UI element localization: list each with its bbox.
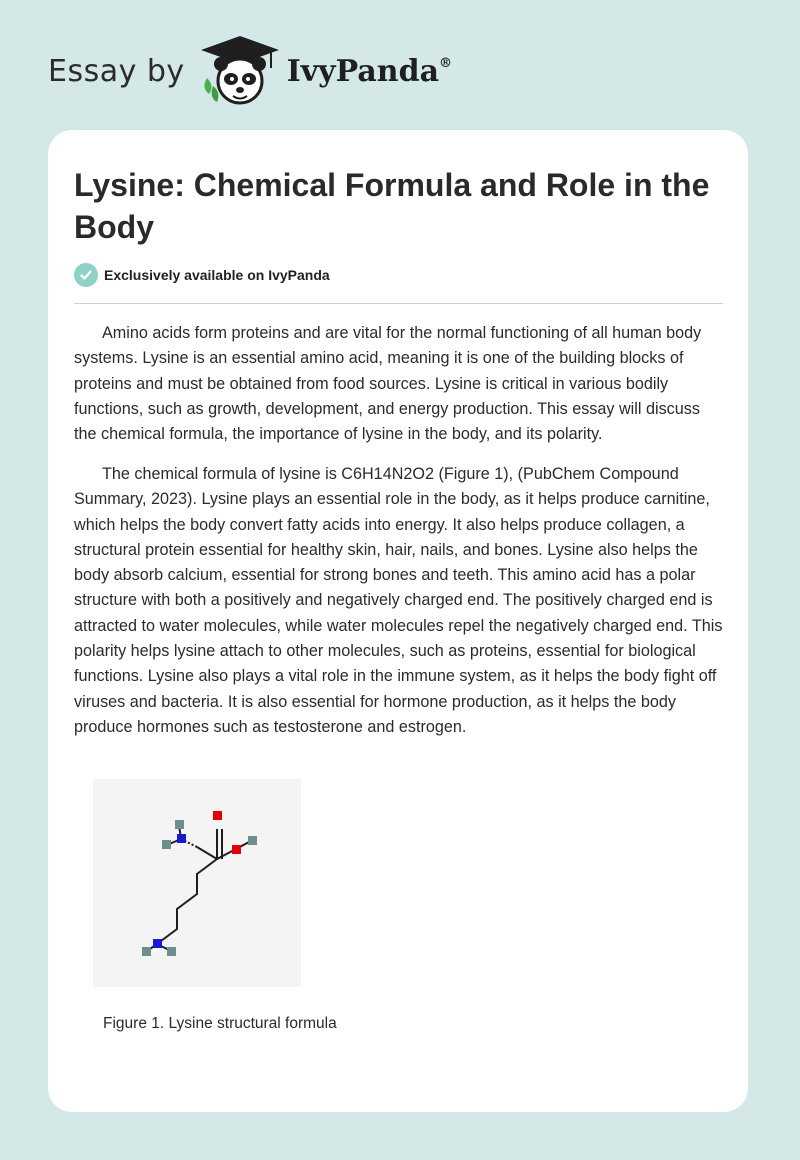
exclusive-badge-label: Exclusively available on IvyPanda <box>104 267 330 283</box>
carbon-backbone <box>157 847 217 944</box>
nitrogen-atom-1 <box>177 834 186 843</box>
registered-mark: ® <box>439 55 453 71</box>
paragraph-2: The chemical formula of lysine is C6H14N2O2 (Figure 1), (PubChem Compound Summary, 2023). Lysine plays an essential role in the body, as it helps produce carnitine, which helps the body convert fatty acids into energy. It also helps produce collagen, a structural protein essential for healthy skin, hair, nails, and bones. Lysine also helps the body absorb calcium, essential for strong bones and teeth. This amino acid has a polar structure with both a positively and negatively charged end. The positively charged end is attracted to water molecules, while water molecules repel the negatively charged end. This polarity helps lysine attach to other molecules, such as proteins, essential for biological functions. Lysine also plays a vital role in the immune system, as it helps the body fight off viruses and bacteria. It is also essential for hormone production, as it helps the body produce hormones such as testosterone and estrogen. <box>74 465 723 736</box>
oxygen-atom-1 <box>213 811 222 820</box>
check-icon <box>74 263 98 287</box>
exclusive-badge <box>74 263 330 287</box>
brand-text: IvyPanda <box>286 53 440 89</box>
panda-logo-icon[interactable] <box>199 34 281 108</box>
page-title: Lysine: Chemical Formula and Role in the Body <box>74 167 710 245</box>
lysine-molecule-diagram <box>93 779 301 987</box>
divider <box>74 303 723 304</box>
figure-caption: Figure 1. Lysine structural formula <box>103 1015 337 1032</box>
hydrogen-atom-4 <box>142 947 151 956</box>
hydrogen-atom-1 <box>248 836 257 845</box>
hydrogen-atom-2 <box>175 820 184 829</box>
oxygen-atom-2 <box>232 845 241 854</box>
brand-name[interactable] <box>287 54 452 89</box>
essay-card <box>48 130 748 1112</box>
lysine-structure-figure <box>93 779 301 987</box>
hydrogen-atom-3 <box>162 840 171 849</box>
hydrogen-atom-5 <box>167 947 176 956</box>
site-header <box>48 34 452 108</box>
paragraph-1: Amino acids form proteins and are vital for the normal functioning of all human body systems. Lysine is an essential amino acid, meaning it is one of the building blocks of proteins and must be obtained from food sources. Lysine is critical in various bodily functions, such as growth, development, and energy production. This essay will discuss the chemical formula, the importance of lysine in the body, and its polarity. <box>74 324 702 444</box>
essay-by-label: Essay by <box>48 53 185 89</box>
nitrogen-atom-2 <box>153 939 162 948</box>
